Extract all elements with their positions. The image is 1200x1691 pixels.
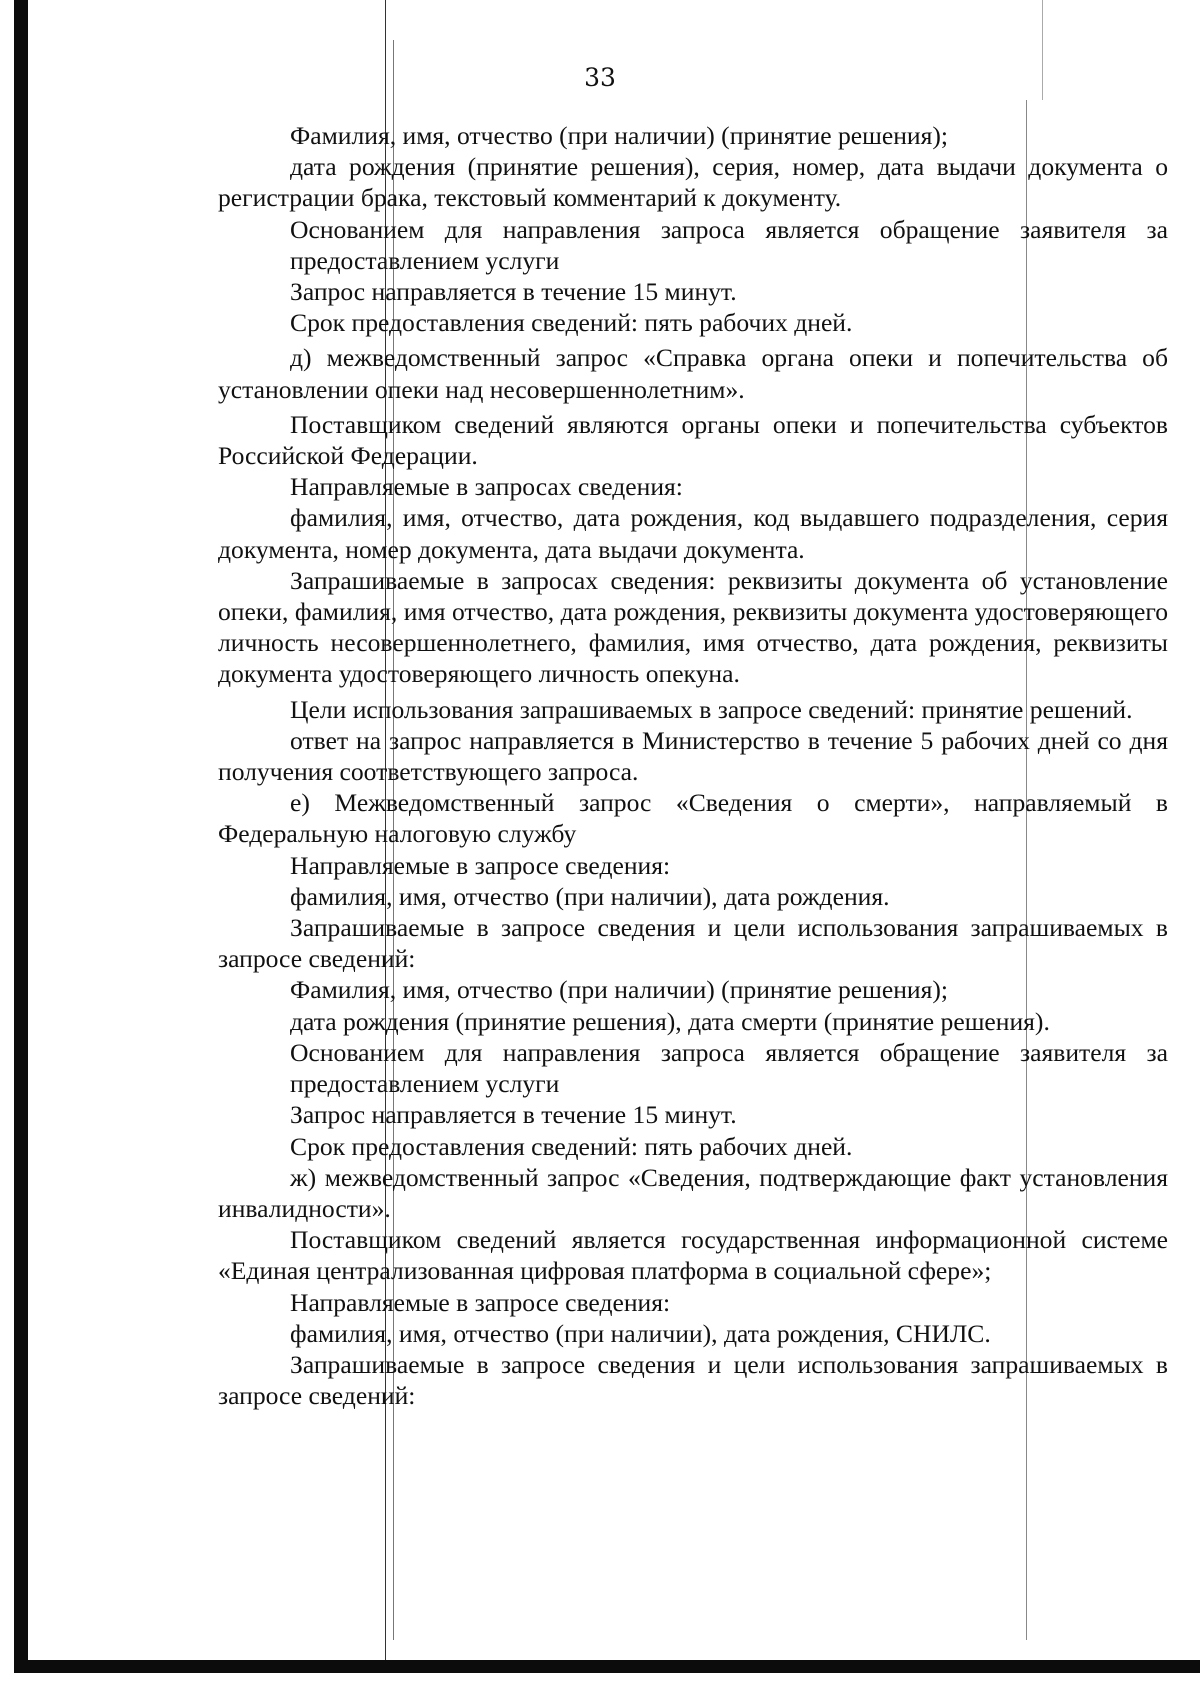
paragraph: фамилия, имя, отчество (при наличии), дата рождения, СНИЛС. xyxy=(290,1318,991,1348)
paragraph: Фамилия, имя, отчество (при наличии) (принятие решения); xyxy=(290,121,949,150)
paragraph: ж) межведомственный запрос «Сведения, подтверждающие факт установления инвалидности». xyxy=(218,1162,1168,1223)
paragraph: е) Межведомственный запрос «Сведения о смерти», направляемый в Федеральную налоговую службу xyxy=(218,788,1168,849)
scan-left-border xyxy=(14,0,28,1672)
paragraph: ответ на запрос направляется в Министерство в течение 5 рабочих дней со дня получения соответствующего запроса. xyxy=(218,725,1168,787)
paragraph: Фамилия, имя, отчество (при наличии) (принятие решения); xyxy=(290,975,949,1005)
paragraph: Запрашиваемые в запросах сведения: реквизиты документа об установление опеки, фамилия, имя отчество, дата рождения, реквизиты документа удостоверяющего личность несовершеннолетнего, фамилия, имя отчество, дата рождения, реквизиты документа удостоверяющего личность опекуна. xyxy=(218,565,1168,689)
paragraph: Направляемые в запросе сведения: xyxy=(290,850,671,880)
paragraph: Основанием для направления запроса является обращение заявителя за предоставлением услуги xyxy=(290,214,1168,275)
paragraph: Запрос направляется в течение 15 минут. xyxy=(290,277,737,307)
page-number: 33 xyxy=(584,63,616,92)
paragraph: Направляемые в запросе сведения: xyxy=(290,1287,671,1317)
document-body xyxy=(218,120,1168,1411)
paragraph: Поставщиком сведений является государственная информационной системе «Единая централизованная цифровая платформа в социальной сфере»; xyxy=(218,1225,1168,1286)
paragraph: Цели использования запрашиваемых в запросе сведений: принятие решений. xyxy=(290,694,1133,724)
paragraph: дата рождения (принятие решения), дата смерти (принятие решения). xyxy=(290,1006,1050,1036)
paragraph: дата рождения (принятие решения), серия, номер, дата выдачи документа о регистрации брака, текстовый комментарий к документу. xyxy=(218,152,1168,213)
paragraph: Основанием для направления запроса является обращение заявителя за предоставлением услуги xyxy=(290,1037,1168,1099)
paragraph: Направляемые в запросах сведения: xyxy=(290,472,683,502)
paragraph: фамилия, имя, отчество (при наличии), дата рождения. xyxy=(290,881,890,911)
paragraph: Поставщиком сведений являются органы опеки и попечительства субъектов Российской Федерации. xyxy=(218,409,1168,471)
paragraph: Запрашиваемые в запросе сведения и цели использования запрашиваемых в запросе сведений: xyxy=(218,913,1168,974)
scan-bottom-border xyxy=(14,1660,1200,1673)
paragraph: д) межведомственный запрос «Справка органа опеки и попечительства об установлении опеки над несовершеннолетним». xyxy=(218,343,1168,404)
paragraph: Срок предоставления сведений: пять рабочих дней. xyxy=(290,1131,853,1161)
paragraph: Запрос направляется в течение 15 минут. xyxy=(290,1100,737,1130)
paragraph: Запрашиваемые в запросе сведения и цели использования запрашиваемых в запросе сведений: xyxy=(218,1349,1168,1411)
paragraph: фамилия, имя, отчество, дата рождения, код выдавшего подразделения, серия документа, номер документа, дата выдачи документа. xyxy=(218,503,1168,564)
paragraph: Срок предоставления сведений: пять рабочих дней. xyxy=(290,308,853,338)
